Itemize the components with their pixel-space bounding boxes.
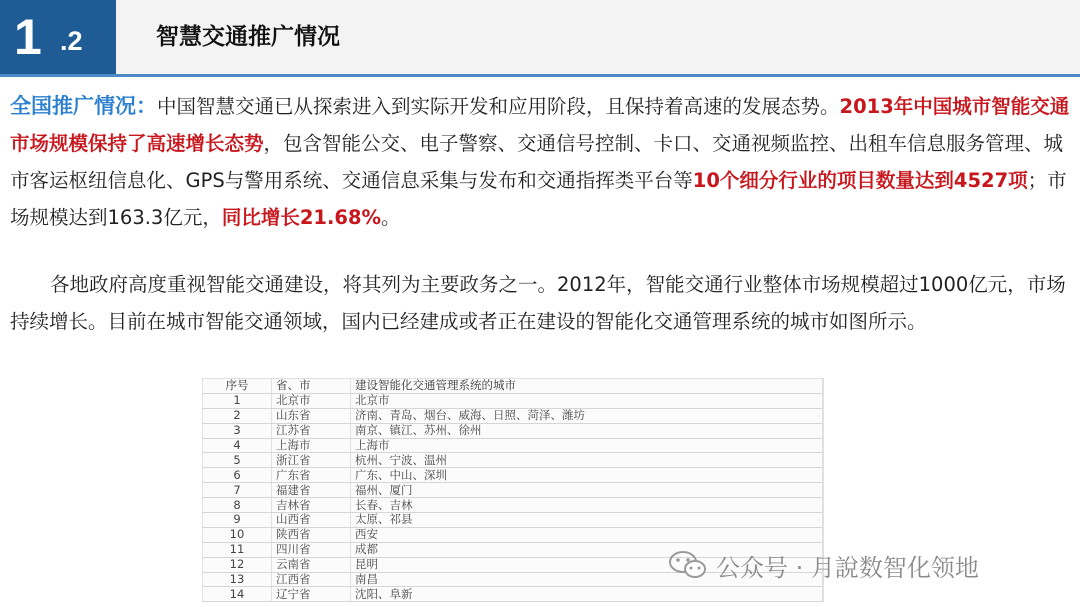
section-number-minor: .2: [60, 26, 83, 56]
table-row: [203, 513, 823, 528]
highlight-text-2: 10个细分行业的项目数量达到4527项: [692, 169, 1028, 192]
watermark: [668, 548, 979, 582]
row-number-cell: 5: [203, 453, 272, 468]
table-row: [203, 498, 823, 513]
column-header: 序号: [203, 379, 272, 393]
cities-cell: 长春、吉林: [351, 498, 823, 513]
table-row: [203, 527, 823, 542]
national-overview-paragraph: [10, 88, 1072, 236]
province-cell: 四川省: [272, 542, 351, 557]
watermark-text: 公众号 · 月說数智化领地: [716, 553, 979, 582]
table-row: [203, 587, 823, 602]
province-cell: 山西省: [272, 513, 351, 528]
row-number-cell: 2: [203, 408, 272, 423]
cities-cell: 济南、青岛、烟台、威海、日照、菏泽、潍坊: [351, 408, 823, 423]
cities-cell: 成都: [351, 542, 823, 557]
paragraph-text-1: 中国智慧交通已从探索进入到实际开发和应用阶段，且保持着高速的发展态势。: [157, 95, 840, 118]
province-cell: 吉林省: [272, 498, 351, 513]
province-cell: 山东省: [272, 408, 351, 423]
table-row: [203, 423, 823, 438]
province-cell: 云南省: [272, 557, 351, 572]
paragraph-text-2: ，包含智能公交、电子警察、交通信号控制、卡口、交通视频监控、出租车信息服务管理、城市客运枢纽信息化、GPS与警用系统、交通信息采集与发布和交通指挥类平台等: [10, 132, 1064, 192]
table-row: [203, 393, 823, 408]
cities-cell: 西安: [351, 527, 823, 542]
table-header-row: [203, 379, 823, 393]
province-cell: 陕西省: [272, 527, 351, 542]
row-number-cell: 6: [203, 468, 272, 483]
table-row: [203, 468, 823, 483]
table-row: [203, 438, 823, 453]
row-number-cell: 14: [203, 587, 272, 602]
table-row: [203, 483, 823, 498]
table-row: [203, 453, 823, 468]
section-number-box: [0, 0, 116, 74]
row-number-cell: 1: [203, 393, 272, 408]
cities-cell: 福州、厦门: [351, 483, 823, 498]
province-cell: 江西省: [272, 572, 351, 587]
column-header: 省、市: [272, 379, 351, 393]
cities-cell: 太原、祁县: [351, 513, 823, 528]
province-cell: 北京市: [272, 393, 351, 408]
paragraph-text-4: 。: [381, 206, 401, 229]
province-cell: 广东省: [272, 468, 351, 483]
paragraph-lead: 全国推广情况：: [10, 94, 157, 118]
cities-cell: 广东、中山、深圳: [351, 468, 823, 483]
cities-cell: 沈阳、阜新: [351, 587, 823, 602]
page-title: 智慧交通推广情况: [156, 24, 340, 50]
province-cell: 江苏省: [272, 423, 351, 438]
row-number-cell: 7: [203, 483, 272, 498]
wechat-icon: [668, 550, 708, 580]
cities-cell: 北京市: [351, 393, 823, 408]
cities-cell: 南京、镇江、苏州、徐州: [351, 423, 823, 438]
row-number-cell: 12: [203, 557, 272, 572]
section-number-major: 1: [14, 9, 42, 65]
cities-cell: 上海市: [351, 438, 823, 453]
province-cell: 上海市: [272, 438, 351, 453]
cities-cell: 杭州、宁波、温州: [351, 453, 823, 468]
highlight-text-1: 2013年中国城市智能交通市场规模保持了高速增长态势: [10, 95, 1070, 155]
header-bar: [0, 0, 1080, 74]
highlight-text-3: 同比增长21.68%: [221, 206, 382, 229]
row-number-cell: 13: [203, 572, 272, 587]
table-row: [203, 408, 823, 423]
row-number-cell: 4: [203, 438, 272, 453]
province-cell: 福建省: [272, 483, 351, 498]
column-header: 建设智能化交通管理系统的城市: [351, 379, 823, 393]
province-cell: 浙江省: [272, 453, 351, 468]
paragraph-text-3: ；市场规模达到163.3亿元，: [10, 169, 1067, 229]
row-number-cell: 8: [203, 498, 272, 513]
row-number-cell: 10: [203, 527, 272, 542]
government-paragraph: 各地政府高度重视智能交通建设，将其列为主要政务之一。2012年，智能交通行业整体市场规模超过1000亿元，市场持续增长。目前在城市智能交通领域，国内已经建成或者正在建设的智能化交通管理系统的城市如图所示。: [10, 273, 1066, 333]
row-number-cell: 3: [203, 423, 272, 438]
row-number-cell: 11: [203, 542, 272, 557]
cities-cell: 昆明: [351, 557, 823, 572]
province-cell: 辽宁省: [272, 587, 351, 602]
row-number-cell: 9: [203, 513, 272, 528]
cities-cell: 南昌: [351, 572, 823, 587]
header-divider: [0, 74, 1080, 77]
